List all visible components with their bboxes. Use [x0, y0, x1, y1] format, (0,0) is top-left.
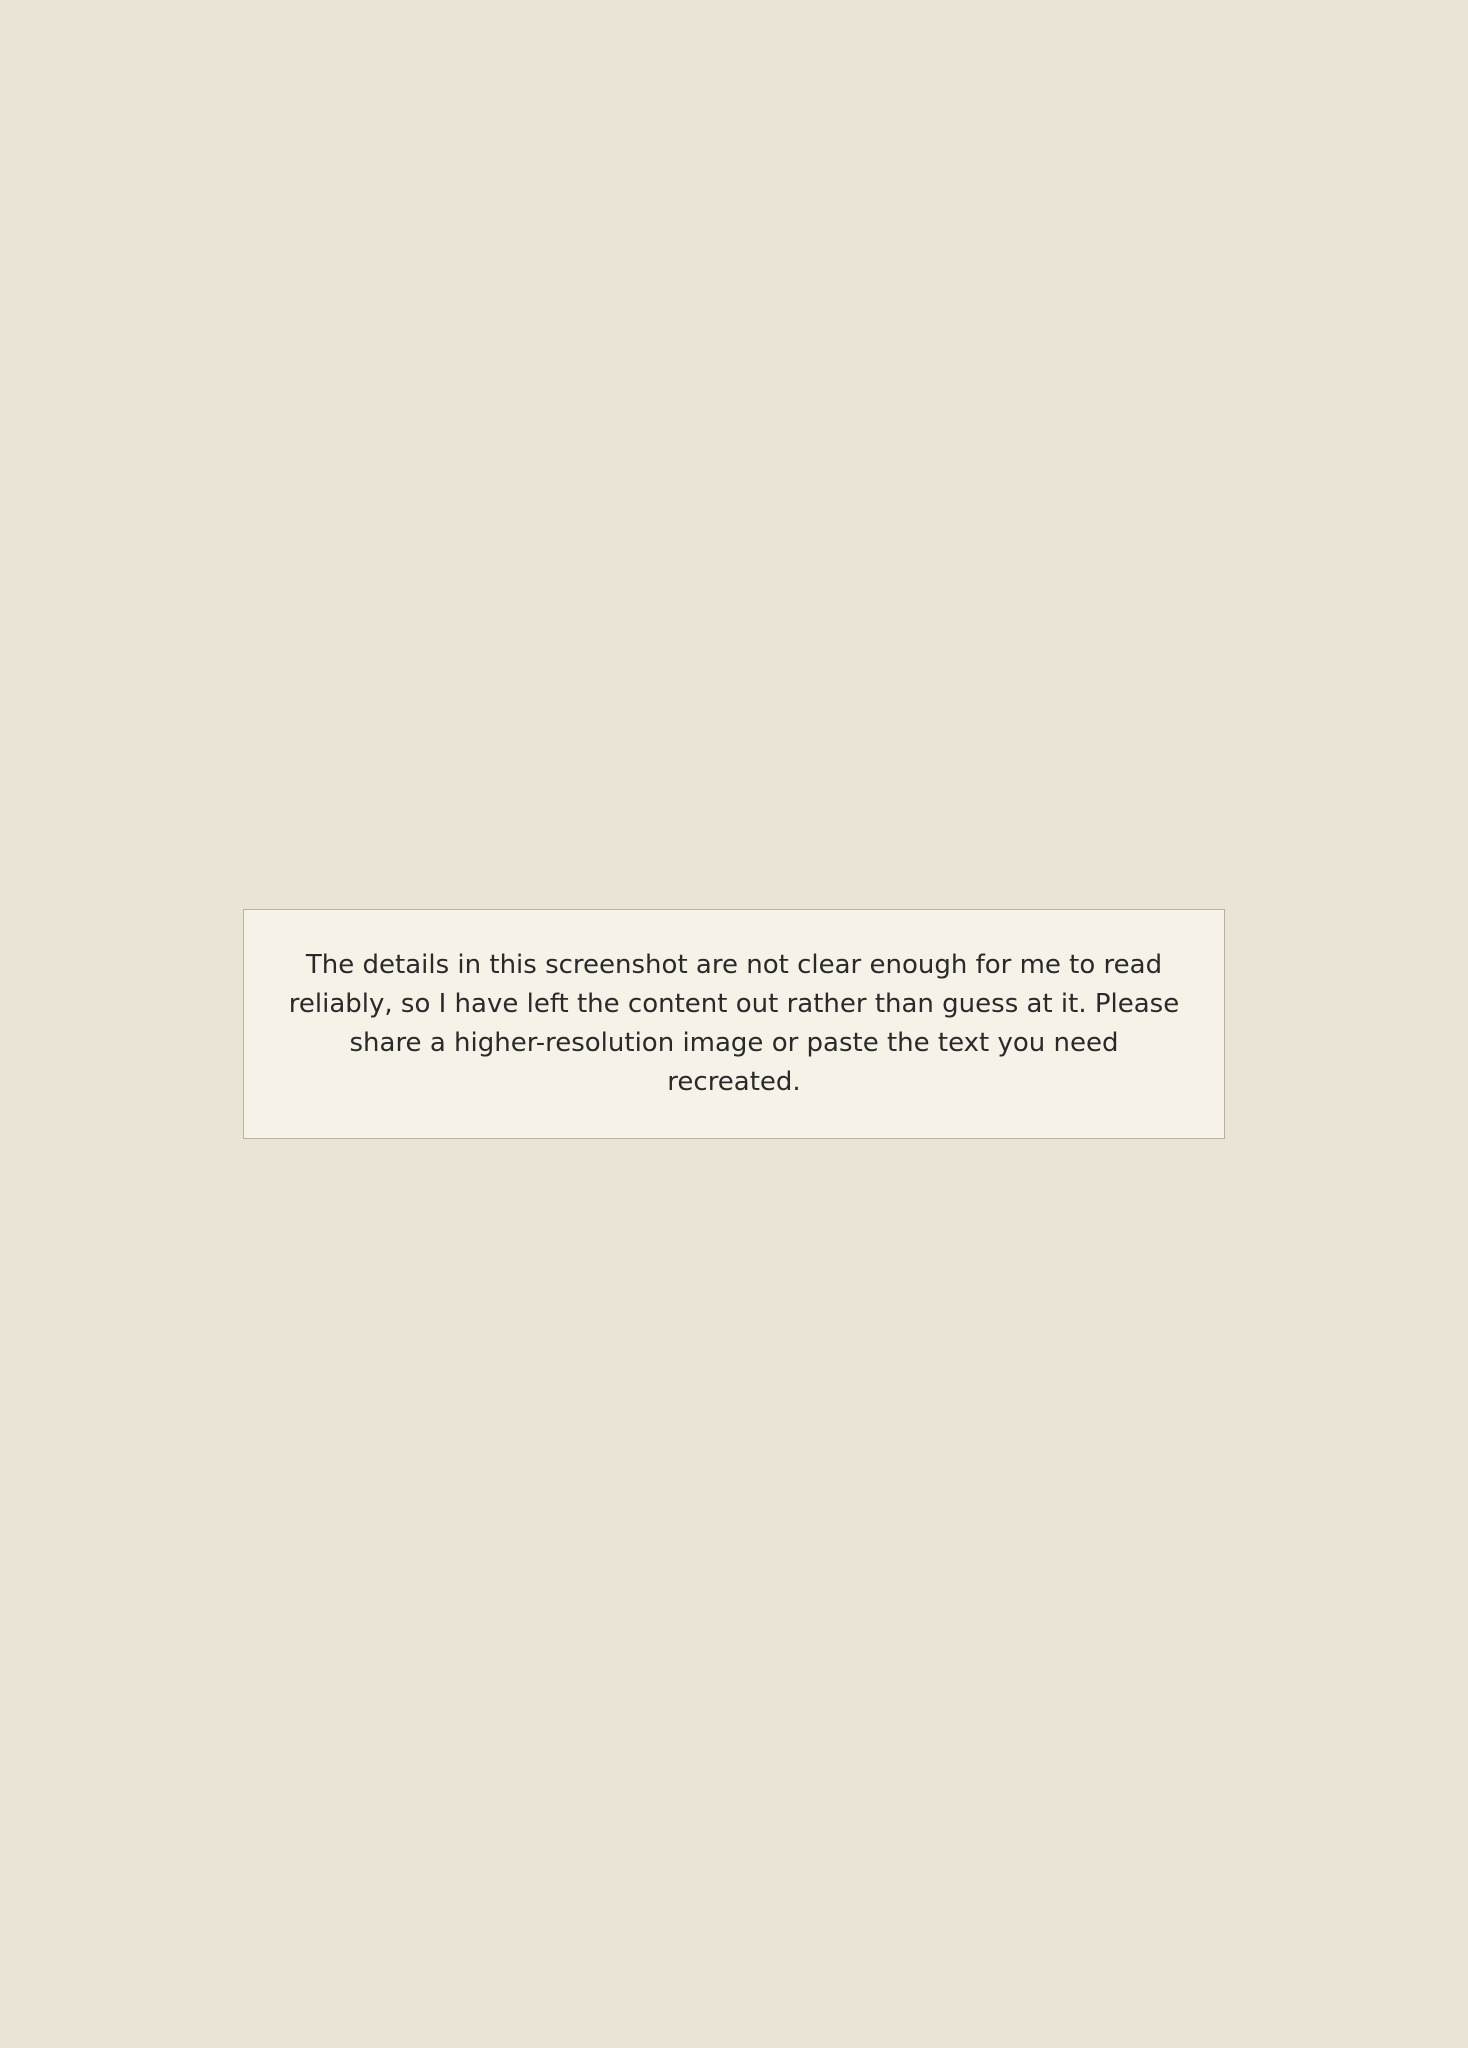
unreadable-notice	[243, 909, 1225, 1139]
notice-message: The details in this screenshot are not clear enough for me to read reliably, so I have left the content out rather than guess at it. Please share a higher-resolution image or paste the text you need recreated.	[288, 950, 1180, 1097]
